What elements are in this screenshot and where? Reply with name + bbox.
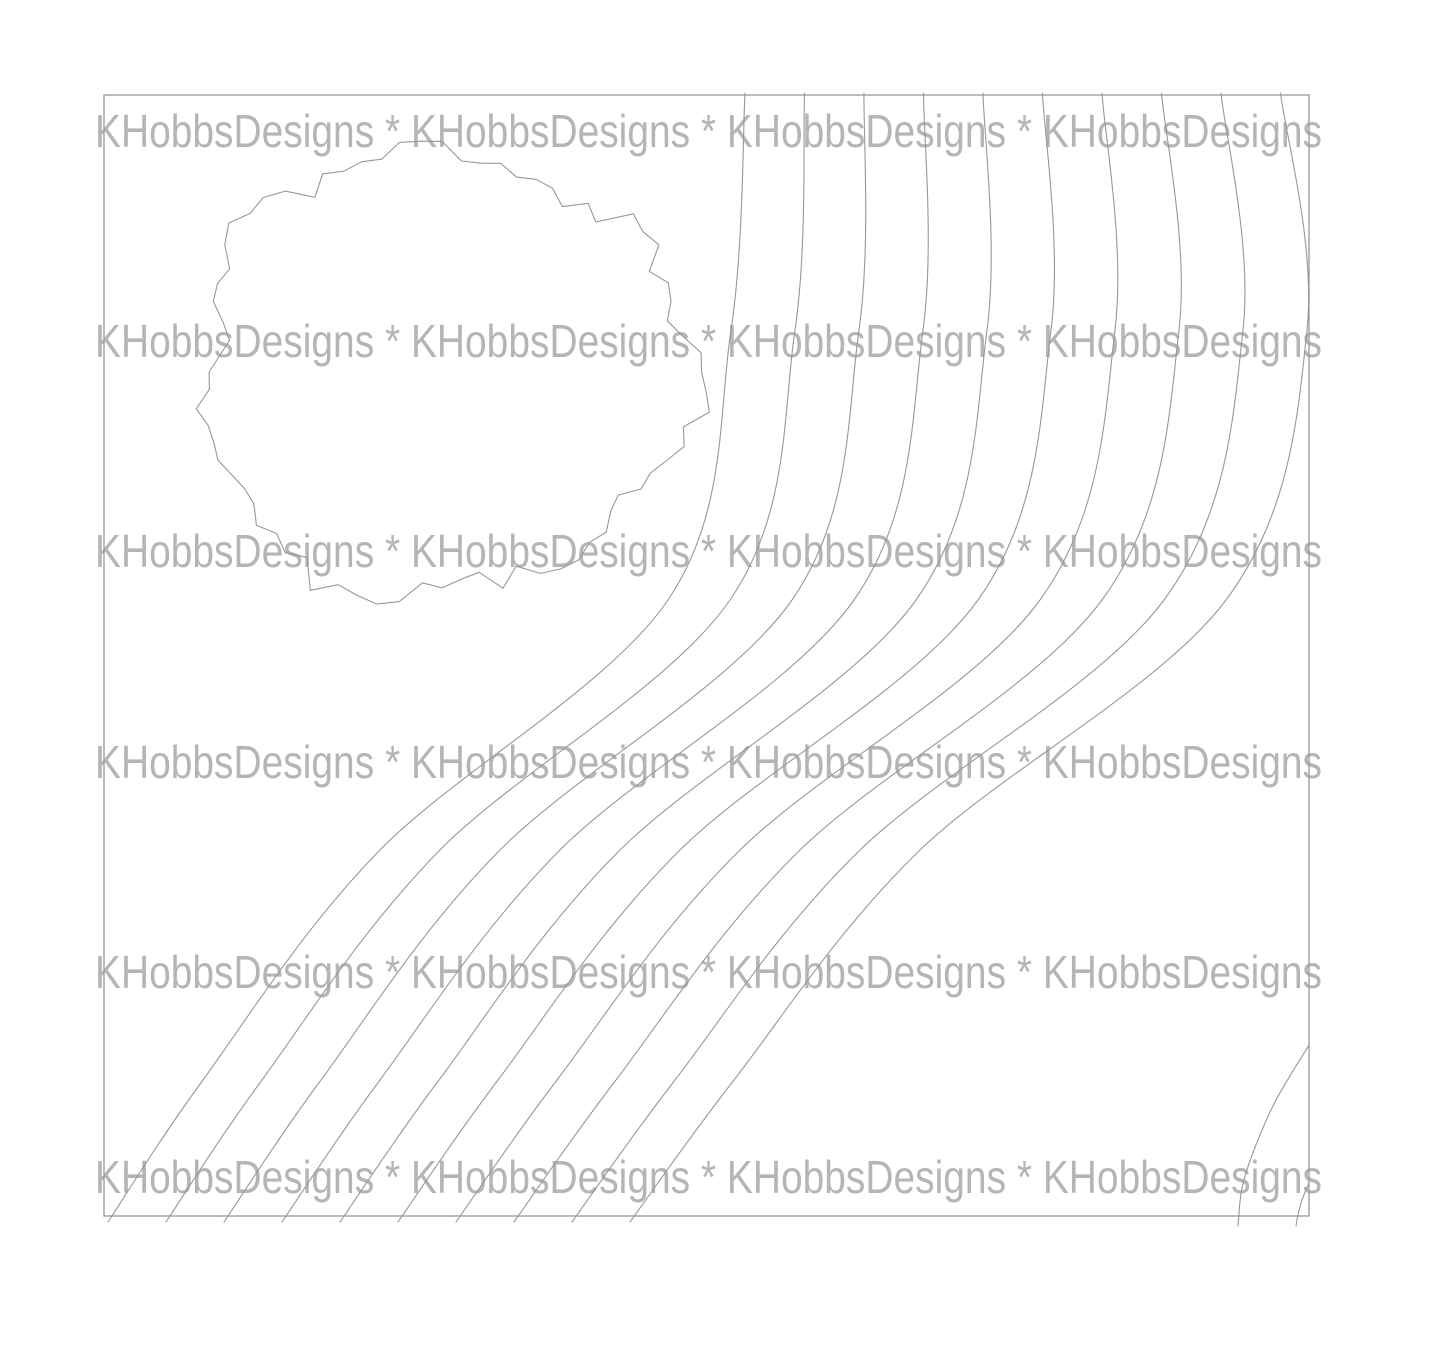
wave-line bbox=[398, 93, 1054, 1222]
watermark-text-row-6: KHobbsDesigns * KHobbsDesigns * KHobbsDesigns * KHobbsDesigns bbox=[95, 1151, 1322, 1203]
watermark-text-row-1: KHobbsDesigns * KHobbsDesigns * KHobbsDesigns * KHobbsDesigns bbox=[95, 105, 1322, 157]
watermark-rows bbox=[95, 105, 1322, 1203]
watermark-text-row-5: KHobbsDesigns * KHobbsDesigns * KHobbsDesigns * KHobbsDesigns bbox=[95, 946, 1322, 998]
wave-line bbox=[166, 93, 805, 1222]
wave-line bbox=[456, 93, 1118, 1222]
wave-line bbox=[514, 93, 1181, 1222]
wave-line bbox=[108, 93, 745, 1222]
wave-line bbox=[224, 93, 866, 1222]
watermark-text-row-2: KHobbsDesigns * KHobbsDesigns * KHobbsDesigns * KHobbsDesigns bbox=[95, 315, 1322, 367]
watermark-text-row-3: KHobbsDesigns * KHobbsDesigns * KHobbsDesigns * KHobbsDesigns bbox=[95, 525, 1322, 577]
wave-line bbox=[282, 93, 928, 1222]
watermark-text-row-4: KHobbsDesigns * KHobbsDesigns * KHobbsDesigns * KHobbsDesigns bbox=[95, 736, 1322, 788]
wave-stripes bbox=[108, 93, 1309, 1222]
wave-line bbox=[340, 93, 991, 1222]
wave-line bbox=[572, 93, 1245, 1222]
wave-line bbox=[630, 93, 1309, 1222]
